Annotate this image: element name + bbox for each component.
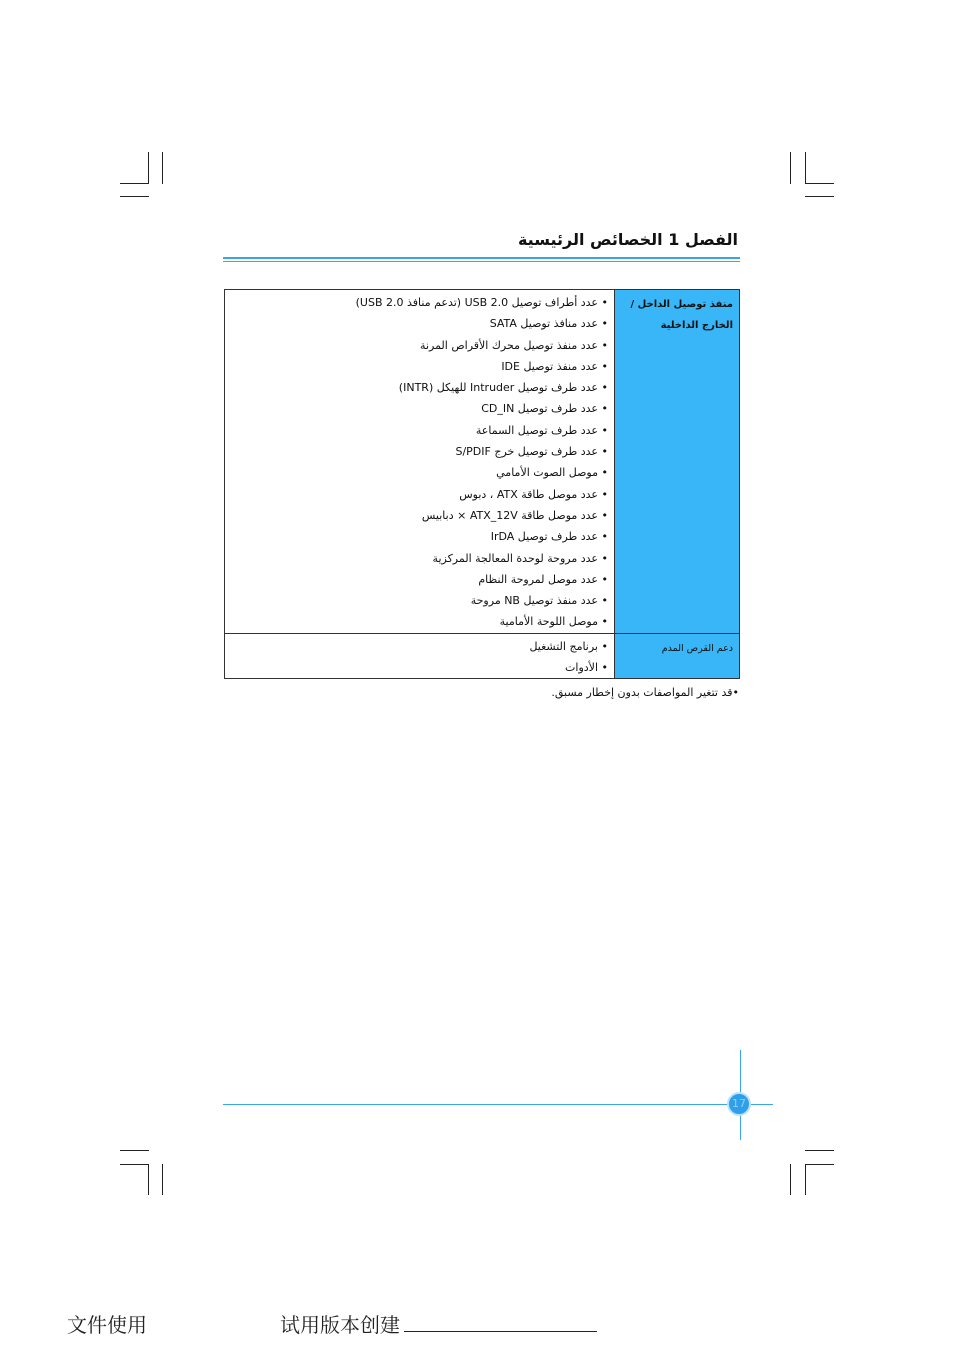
list-item: • عدد منفذ توصيل NB مروحة: [225, 590, 608, 611]
list-item: • عدد موصل طاقة ATX ، دبوس: [225, 484, 608, 505]
list-item: • الأدوات: [225, 657, 608, 678]
table-row: [225, 290, 740, 634]
crop-mark: [805, 183, 834, 184]
list-item: • عدد مروحة لوحدة المعالجة المركزية: [225, 548, 608, 569]
chapter-title: الفصل 1 الخصائص الرئيسية: [517, 230, 738, 249]
header-rule: [223, 257, 740, 259]
crop-mark: [120, 1150, 149, 1151]
crop-mark: [805, 1150, 834, 1151]
row-items-cell: [225, 633, 615, 679]
list-item: • عدد منفذ توصيل محرك الأقراص المرنة: [225, 335, 608, 356]
header-rule-thin: [223, 261, 740, 262]
crop-mark: [148, 1164, 149, 1195]
list-item: • موصل الصوت الأمامي: [225, 462, 608, 483]
list-item: • عدد طرف توصيل IrDA: [225, 526, 608, 547]
footer-rule: [223, 1104, 773, 1105]
crop-mark: [148, 152, 149, 184]
feature-list: [225, 290, 614, 633]
spec-table: [224, 289, 740, 679]
crop-mark: [805, 1164, 834, 1165]
list-item: • عدد منافذ توصيل SATA: [225, 313, 608, 334]
list-item: • عدد طرف توصيل خرج S/PDIF: [225, 441, 608, 462]
crop-mark: [162, 152, 163, 184]
crop-mark: [790, 152, 791, 184]
list-item: • عدد موصل لمروحة النظام: [225, 569, 608, 590]
row-label-cell: [615, 633, 740, 679]
feature-list: [225, 634, 614, 679]
row-label: منفذ توصيل الداخل / الخارج الداخلية: [630, 299, 733, 331]
list-item: • عدد طرف توصيل CD_IN: [225, 398, 608, 419]
list-item: • عدد طرف توصيل السماعة: [225, 420, 608, 441]
footer-right-text: 试用版本创建: [280, 1313, 400, 1337]
row-items-cell: [225, 290, 615, 634]
table-row: [225, 633, 740, 679]
footer-underline: [404, 1331, 597, 1332]
footer-left-text: 文件使用: [67, 1313, 147, 1337]
spec-note: •قد تتغير المواصفات بدون إخطار مسبق.: [551, 686, 739, 699]
crop-mark: [162, 1164, 163, 1195]
row-label: دعم القرص المدم: [661, 642, 733, 654]
list-item: • موصل اللوحة الأمامية: [225, 611, 608, 632]
crop-mark: [120, 1164, 149, 1165]
list-item: • عدد موصل طاقة ATX_12V × دبابيس: [225, 505, 608, 526]
crop-mark: [805, 196, 834, 197]
list-item: • عدد أطراف توصيل USB 2.0 (تدعم منافذ USB 2.0): [225, 292, 608, 313]
crop-mark: [805, 1164, 806, 1195]
crop-mark: [805, 152, 806, 184]
crop-mark: [120, 183, 149, 184]
list-item: • برنامج التشغيل: [225, 636, 608, 657]
crop-mark: [120, 196, 149, 197]
list-item: • عدد طرف توصيل Intruder للهيكل (INTR): [225, 377, 608, 398]
page-number-badge: 17: [727, 1092, 751, 1116]
list-item: • عدد منفذ توصيل IDE: [225, 356, 608, 377]
crop-mark: [790, 1164, 791, 1195]
row-label-cell: [615, 290, 740, 634]
